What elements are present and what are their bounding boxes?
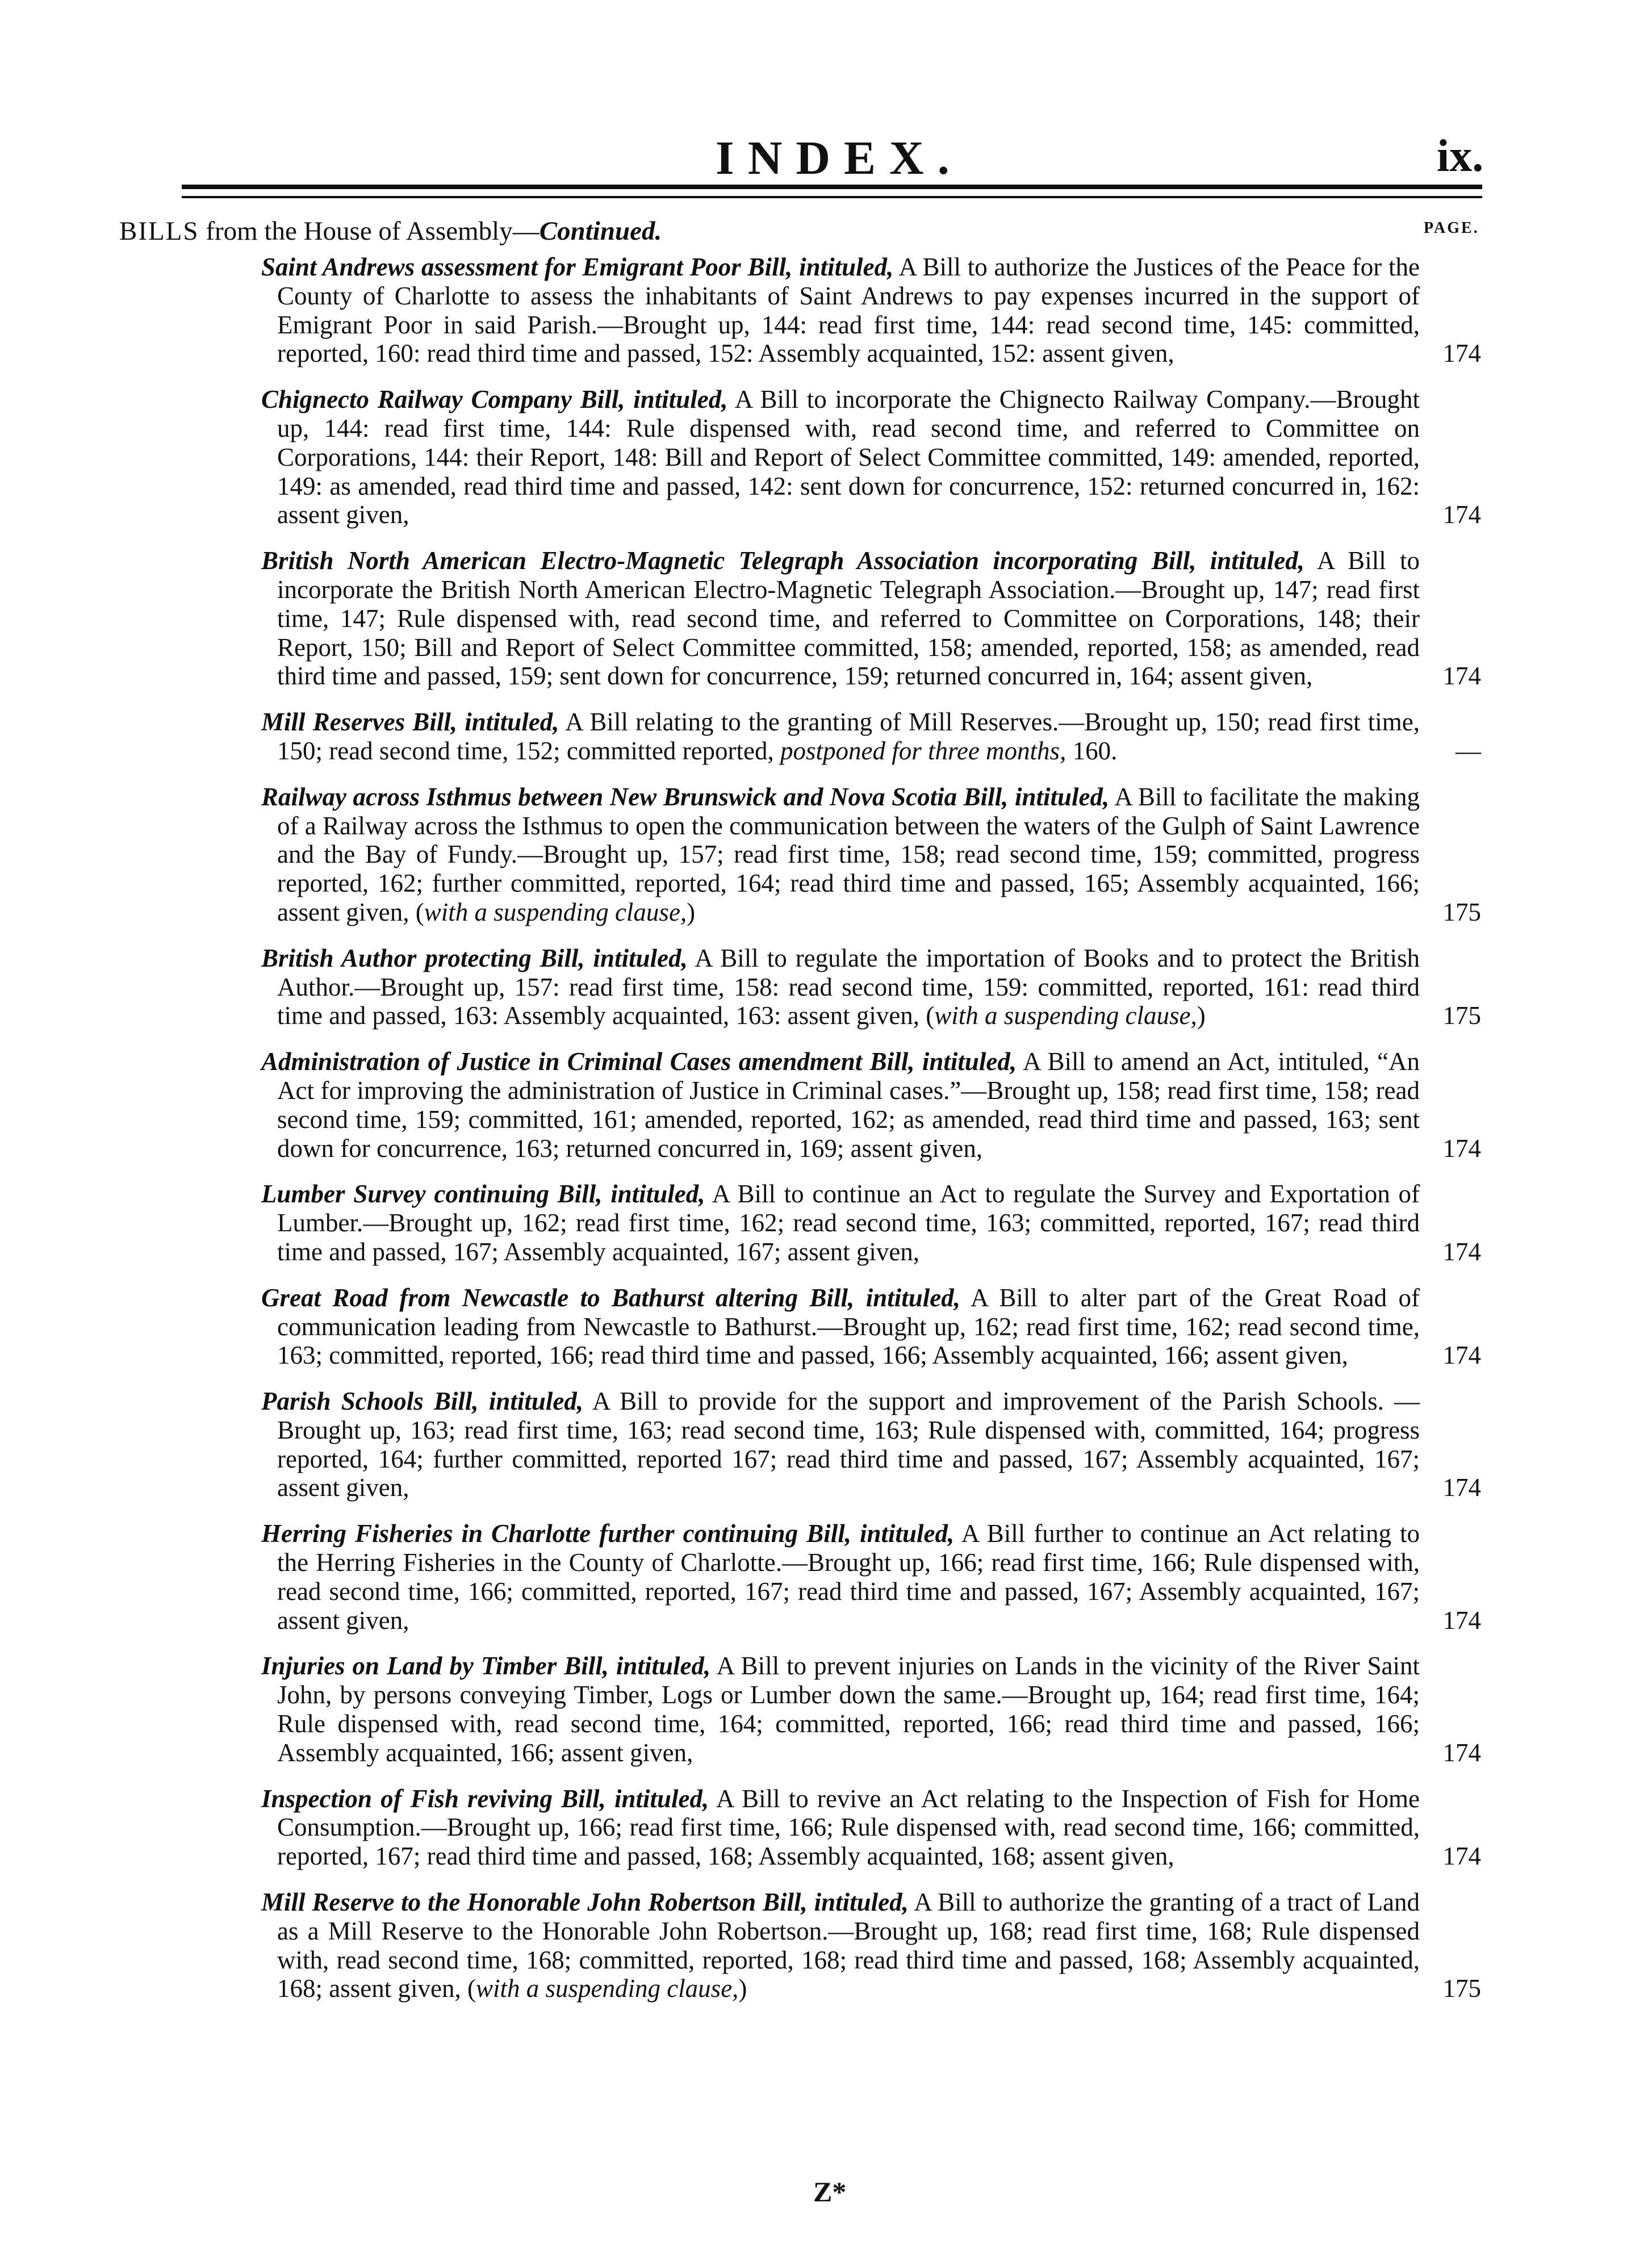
entry-page: 175 xyxy=(1442,1974,1481,2003)
entry-title: Saint Andrews assessment for Emigrant Poor Bill, intituled, xyxy=(261,253,894,281)
section-heading xyxy=(119,216,662,246)
entry-title: Great Road from Newcastle to Bathurst altering Bill, intituled, xyxy=(261,1283,960,1312)
entry-text: A Bill to amend an Act, intituled, “An Act for improving the administration of Justice in Criminal cases.”—Brought up, 158; read first time, 158; read second time, 159; committed, 161; amended, reported, 162; as amended, read third time and passed, 163; sent down for concurrence, 163; returned concurred in, 169; assent given, xyxy=(277,1047,1420,1163)
entry-text: A Bill to continue an Act to regulate the Survey and Exportation of Lumber.—Brought up, 162; read first time, 162; read second time, 163; committed, reported, 167; read third time and passed, 167; Assembly acquainted, 167; assent given, xyxy=(277,1180,1420,1266)
entry-tail: ) xyxy=(1197,1001,1206,1030)
index-entry xyxy=(261,253,1481,368)
signature-mark: Z* xyxy=(813,2176,847,2208)
entry-title: Inspection of Fish reviving Bill, intituled, xyxy=(261,1784,709,1813)
entry-page: 174 xyxy=(1442,1606,1481,1635)
entry-title: Mill Reserve to the Honorable John Robertson Bill, intituled, xyxy=(261,1888,909,1917)
index-entry xyxy=(261,943,1481,1030)
index-entry xyxy=(261,385,1481,529)
index-entries xyxy=(0,253,1652,2020)
entry-title: British North American Electro-Magnetic Telegraph Association incorporating Bill, intituled, xyxy=(261,546,1305,575)
index-entry xyxy=(261,782,1481,927)
entry-page: 174 xyxy=(1442,500,1481,529)
entry-page: 174 xyxy=(1442,1473,1481,1502)
entry-page: 174 xyxy=(1442,1738,1481,1767)
index-entry xyxy=(261,1652,1481,1767)
entry-tail: ) xyxy=(738,1974,747,2003)
entry-title: Mill Reserves Bill, intituled, xyxy=(261,708,559,737)
entry-tail: ) xyxy=(687,897,696,926)
section-continued: Continued. xyxy=(539,216,662,246)
entry-text: A Bill to revive an Act relating to the Inspection of Fish for Home Consumption.—Brought up, 166; read first time, 166; Rule dispensed with, read second time, 166; committed, reported, 167; read third time and passed, 168; Assembly acquainted, 168; assent given, xyxy=(277,1784,1420,1871)
index-entry xyxy=(261,1519,1481,1635)
index-entry xyxy=(261,1047,1481,1163)
page-column-heading: PAGE. xyxy=(1424,219,1479,237)
index-entry xyxy=(261,708,1481,766)
entry-text: A Bill to provide for the support and improvement of the Parish Schools. —Brought up, 163; read first time, 163; read second time, 163; Rule dispensed with, committed, 164; progress reported, 164; further committed, reported 167; read third time and passed, 167; Assembly acquainted, 167; assent given, xyxy=(277,1387,1420,1502)
entry-page: 174 xyxy=(1442,1237,1481,1266)
header-rule-thick xyxy=(182,185,1482,189)
entry-page: — xyxy=(1456,736,1481,765)
entry-note: with a suspending clause, xyxy=(475,1974,739,2003)
entry-title: British Author protecting Bill, intituled, xyxy=(261,943,688,972)
entry-tail: 160. xyxy=(1066,736,1118,765)
entry-note: with a suspending clause, xyxy=(424,897,687,926)
entry-text: A Bill relating to the granting of Mill Reserves.—Brought up, 150; read first time, 150; read second time, 152; committed reported, xyxy=(277,708,1420,765)
entry-text: A Bill to incorporate the Chignecto Railway Company.—Brought up, 144: read first time, 144: Rule dispensed with, read second time, and referred to Committee on Corporations, 144: their Report, 148: Bill and Report of Select Committee committed, 149: amended, reported, 149: as amended, read third time and passed, 142: sent down for concurrence, 152: returned concurred in, 162: assent given, xyxy=(277,385,1420,529)
entry-text: A Bill to authorize the Justices of the Peace for the County of Charlotte to assess the inhabitants of Saint Andrews to pay expenses incurred in the support of Emigrant Poor in said Parish.—Brought up, 144: read first time, 144: read second time, 145: committed, reported, 160: read third time and passed, 152: Assembly acquainted, 152: assent given, xyxy=(277,253,1420,368)
index-entry xyxy=(261,1180,1481,1266)
header-rule-thin xyxy=(182,196,1482,198)
entry-page: 174 xyxy=(1442,662,1481,691)
entry-note: postponed for three months, xyxy=(780,736,1067,765)
index-entry xyxy=(261,1784,1481,1871)
entry-text: A Bill to facilitate the making of a Railway across the Isthmus to open the communication between the waters of the Gulph of Saint Lawrence and the Bay of Fundy.—Brought up, 157; read first time, 158; read second time, 159; committed, progress reported, 162; further committed, reported, 164; read third time and passed, 165; Assembly acquainted, 166; assent given, ( xyxy=(277,782,1420,926)
page-title: INDEX. xyxy=(716,132,963,185)
entry-title: Lumber Survey continuing Bill, intituled, xyxy=(261,1180,705,1209)
entry-text: A Bill to incorporate the British North American Electro-Magnetic Telegraph Association.—Brought up, 147; read first time, 147; Rule dispensed with, read second time, and referred to Committee on Corporations, 148; their Report, 150; Bill and Report of Select Committee committed, 158; amended, reported, 158; as amended, read third time and passed, 159; sent down for concurrence, 159; returned concurred in, 164; assent given, xyxy=(277,546,1420,691)
entry-text: A Bill to alter part of the Great Road of communication leading from Newcastle to Bathurst.—Brought up, 162; read first time, 162; read second time, 163; committed, reported, 166; read third time and passed, 166; Assembly acquainted, 166; assent given, xyxy=(277,1283,1420,1370)
index-entry xyxy=(261,1283,1481,1370)
entry-page: 174 xyxy=(1442,1341,1481,1370)
section-subtitle: from the House of Assembly— xyxy=(206,216,539,246)
entry-page: 174 xyxy=(1442,1134,1481,1163)
entry-text: A Bill to authorize the granting of a tract of Land as a Mill Reserve to the Honorable John Robertson.—Brought up, 168; read first time, 168; Rule dispensed with, read second time, 168; committed, reported, 168; read third time and passed, 168; Assembly acquainted, 168; assent given, ( xyxy=(277,1888,1420,2003)
entry-title: Chignecto Railway Company Bill, intituled, xyxy=(261,385,728,414)
entry-text: A Bill to regulate the importation of Books and to protect the British Author.—Brought up, 157: read first time, 158: read second time, 159: committed, reported, 161: read third time and passed, 163: Assembly acquainted, 163: assent given, ( xyxy=(277,943,1420,1030)
entry-text: A Bill further to continue an Act relating to the Herring Fisheries in the County of Charlotte.—Brought up, 166; read first time, 166; Rule dispensed with, read second time, 166; committed, reported, 167; read third time and passed, 167; Assembly acquainted, 167; assent given, xyxy=(277,1519,1420,1635)
entry-title: Herring Fisheries in Charlotte further continuing Bill, intituled, xyxy=(261,1519,955,1548)
index-entry xyxy=(261,1888,1481,2003)
entry-page: 175 xyxy=(1442,897,1481,926)
entry-page: 174 xyxy=(1442,1842,1481,1871)
index-entry xyxy=(261,1387,1481,1502)
entry-title: Injuries on Land by Timber Bill, intituled, xyxy=(261,1652,711,1681)
entry-text: A Bill to prevent injuries on Lands in the vicinity of the River Saint John, by persons conveying Timber, Logs or Lumber down the same.—Brought up, 164; read first time, 164; Rule dispensed with, read second time, 164; committed, reported, 166; read third time and passed, 166; Assembly acquainted, 166; assent given, xyxy=(277,1652,1420,1767)
page-number: ix. xyxy=(1437,131,1484,181)
index-entry xyxy=(261,546,1481,691)
entry-title: Administration of Justice in Criminal Cases amendment Bill, intituled, xyxy=(261,1047,1017,1076)
entry-page: 175 xyxy=(1442,1001,1481,1030)
entry-page: 174 xyxy=(1442,339,1481,368)
entry-title: Parish Schools Bill, intituled, xyxy=(261,1387,584,1416)
entry-title: Railway across Isthmus between New Brunswick and Nova Scotia Bill, intituled, xyxy=(261,782,1110,811)
section-label: BILLS xyxy=(119,216,199,246)
entry-note: with a suspending clause, xyxy=(934,1001,1197,1030)
